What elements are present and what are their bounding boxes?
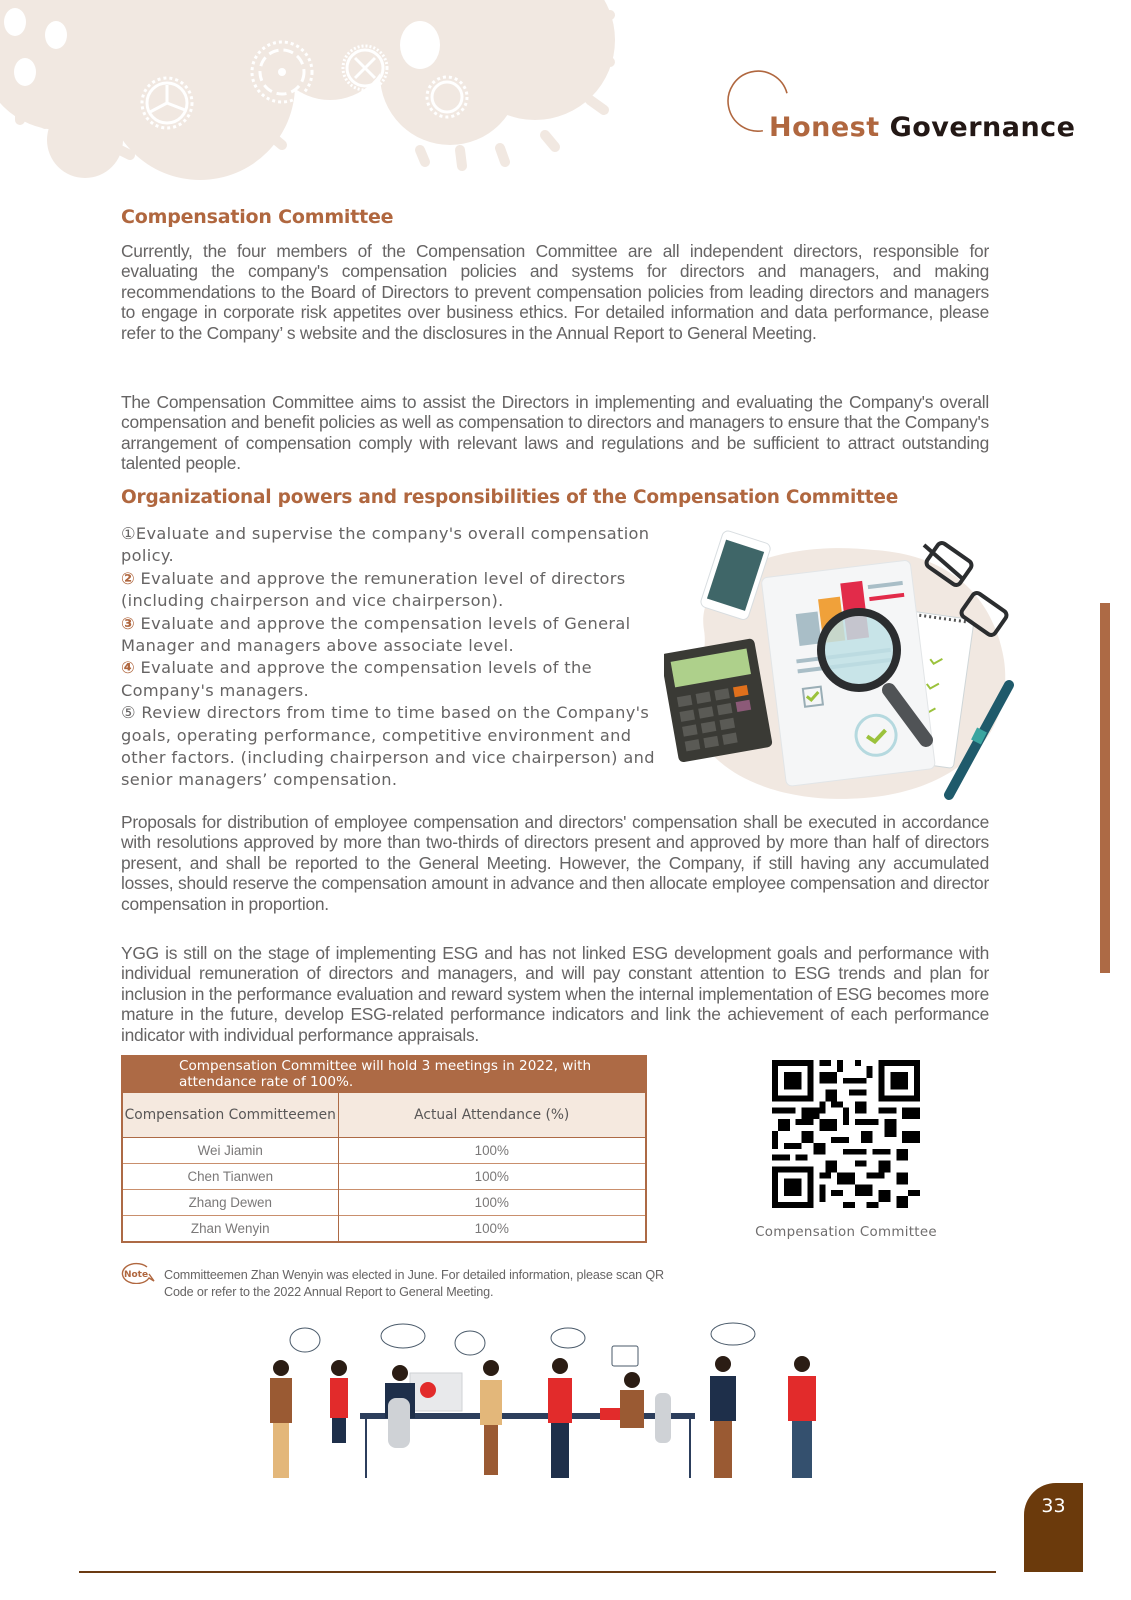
paragraph-1: Currently, the four members of the Compensation Committee are all independent directors, responsible for evaluating the company's compensation policies and systems for directors and managers, and making recommendations to the Board of Directors to prevent compensation policies from leading directors and managers to engage in corporate risk appetites over business ethics. For detailed information and data performance, please refer to the Company’ s website and the disclosures in the Annual Report to General Meeting.: [121, 241, 989, 343]
item-number: ③: [121, 613, 136, 633]
table-row: [123, 1189, 645, 1215]
section-heading: Organizational powers and responsibilities of the Compensation Committee: [121, 487, 899, 508]
table-caption: Compensation Committee will hold 3 meetings in 2022, with attendance rate of 100%.: [123, 1057, 645, 1093]
title-rest: Governance: [889, 112, 1076, 143]
item-number: ②: [121, 568, 136, 588]
list-item: [121, 657, 681, 702]
table-header-row: [123, 1093, 645, 1137]
attendance-value: 100%: [338, 1215, 645, 1241]
list-item: [121, 523, 681, 568]
item-text: Evaluate and approve the remuneration level of directors (including chairperson and vice chairperson).: [121, 568, 626, 611]
item-text: Evaluate and supervise the company's overall compensation policy.: [121, 524, 650, 566]
item-text: Review directors from time to time based on the Company's goals, operating performance, competitive environment and other factors. (including chairperson and vice chairperson) and senior managers’ compensation.: [121, 703, 655, 790]
note-text: Committeemen Zhan Wenyin was elected in June. For detailed information, please scan QR Code or refer to the 2022 Annual Report to General Meeting.: [164, 1268, 664, 1299]
attendance-value: 100%: [338, 1137, 645, 1163]
team-meeting-illustration: [260, 1318, 830, 1486]
item-number: ④: [121, 658, 136, 678]
column-header-attendance: Actual Attendance (%): [338, 1093, 645, 1137]
side-accent-bar: [1100, 603, 1110, 973]
section-heading: Compensation Committee: [121, 206, 394, 228]
column-header-member: Compensation Committeemen: [123, 1093, 338, 1137]
attendance-value: 100%: [338, 1163, 645, 1189]
qr-caption: Compensation Committee: [755, 1225, 937, 1240]
gear-background-decoration: [0, 0, 620, 200]
note-badge-icon: [121, 1262, 155, 1284]
list-item: [121, 702, 681, 792]
speech-bubble-icons: [290, 1323, 755, 1366]
paragraph-4: YGG is still on the stage of implementing ESG and has not linked ESG development goals and performance with individual remuneration of directors and managers, and will pay constant attention to ESG trends and plan for inclusion in the performance evaluation and reward system when the internal implementation of ESG becomes more mature in the future, develop ESG-related performance indicators and link the achievement of each performance indicator with individual performance appraisals.: [121, 943, 989, 1045]
paragraph-3: Proposals for distribution of employee compensation and directors' compensation shall be executed in accordance with resolutions approved by more than two-thirds of directors present and approved by more than half of directors present, and shall be reported to the General Meeting. However, the Company, if still having any accumulated losses, should reserve the compensation amount in advance and then allocate employee compensation and director compensation in proportion.: [121, 812, 989, 914]
monitor-icon: [410, 1373, 462, 1411]
page-number: 33: [1024, 1483, 1083, 1572]
section-compensation-committee: [121, 206, 989, 228]
attendance-table-grid: [123, 1093, 645, 1241]
member-name: Chen Tianwen: [123, 1163, 338, 1189]
member-name: Zhan Wenyin: [123, 1215, 338, 1241]
section-header: [725, 68, 1085, 148]
section-powers: [121, 487, 989, 508]
footer-rule: [79, 1571, 996, 1573]
title-accent: Honest: [769, 112, 880, 143]
audit-illustration: [664, 530, 1030, 805]
calculator-icon: [664, 638, 773, 763]
page-section-title: [769, 112, 1076, 143]
table-row: [123, 1215, 645, 1241]
table-row: [123, 1137, 645, 1163]
attendance-value: 100%: [338, 1189, 645, 1215]
note-badge-label: Note: [123, 1270, 149, 1280]
item-number: ⑤: [121, 703, 136, 723]
attendance-table: [121, 1055, 647, 1243]
table-row: [123, 1163, 645, 1189]
member-name: Zhang Dewen: [123, 1189, 338, 1215]
paragraph-2: The Compensation Committee aims to assist the Directors in implementing and evaluating the Company's overall compensation and benefit policies as well as compensation to directors and managers to ensure that the Company's arrangement of compensation comply with relevant laws and regulations and be sufficient to attract outstanding talented people.: [121, 392, 989, 474]
item-text: Evaluate and approve the compensation levels of the Company's managers.: [121, 658, 592, 700]
list-item: [121, 568, 681, 613]
item-number: ①: [121, 524, 136, 543]
qr-code[interactable]: [771, 1060, 921, 1208]
responsibilities-list: [121, 523, 681, 792]
item-text: Evaluate and approve the compensation levels of General Manager and managers above associate level.: [121, 613, 631, 656]
list-item: [121, 613, 681, 658]
member-name: Wei Jiamin: [123, 1137, 338, 1163]
